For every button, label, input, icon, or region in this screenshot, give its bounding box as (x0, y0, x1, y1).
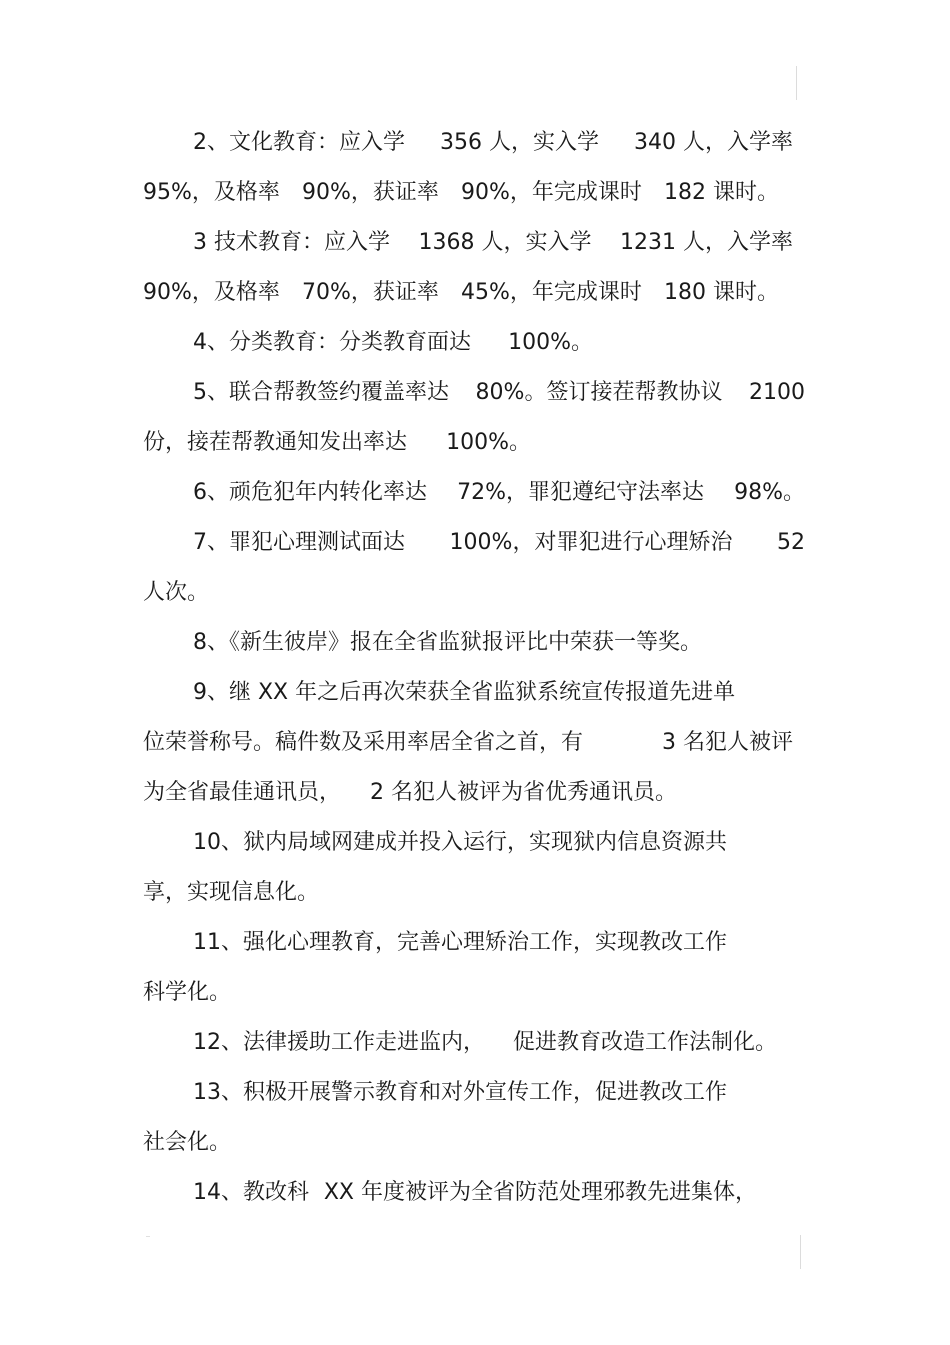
text-segment: 份，接茬帮教通知发出率达 (143, 430, 408, 455)
text-segment: 3 名犯人被评 (662, 730, 793, 755)
text-segment: 182 课时。 (664, 180, 779, 205)
text-segment: 72%，罪犯遵纪守法率达 (457, 480, 704, 505)
text-line (143, 518, 805, 568)
text-line (143, 368, 805, 418)
text-line (143, 668, 807, 718)
text-segment: 100%。 (508, 330, 593, 355)
paragraph-item-10 (143, 818, 807, 918)
text-line (143, 218, 793, 268)
page-edge-dot (146, 1236, 150, 1237)
text-segment: 4、分类教育：分类教育面达 (193, 330, 471, 355)
text-line (143, 818, 807, 868)
text-segment: 11、强化心理教育，完善心理矫治工作，实现教改工作 (193, 930, 727, 955)
text-segment: 52 (777, 530, 805, 555)
text-segment: 8、《新生彼岸》报在全省监狱报评比中荣获一等奖。 (193, 630, 702, 655)
text-line (143, 468, 805, 518)
text-segment: 7、罪犯心理测试面达 (193, 530, 405, 555)
text-line (143, 268, 779, 318)
text-line (143, 718, 793, 768)
text-segment: 社会化。 (143, 1130, 232, 1155)
text-segment: 100%。 (446, 430, 531, 455)
text-line (143, 118, 793, 168)
text-segment: 45%，年完成课时 (461, 280, 642, 305)
page-edge-mark-bottom (800, 1235, 801, 1269)
text-segment: 享，实现信息化。 (143, 880, 320, 905)
paragraph-item-13 (143, 1068, 807, 1168)
paragraph-item-14 (143, 1168, 807, 1218)
paragraph-item-7 (143, 518, 807, 618)
text-segment: 340 人，入学率 (634, 130, 793, 155)
text-line (143, 618, 807, 668)
text-line (143, 868, 807, 918)
text-segment: 14、教改科 (193, 1180, 309, 1205)
text-segment: XX 年度被评为全省防范处理邪教先进集体， (323, 1180, 757, 1205)
text-line (143, 1018, 777, 1068)
text-segment: 95%，及格率 (143, 180, 280, 205)
text-segment: 2 名犯人被评为省优秀通讯员。 (370, 780, 677, 805)
text-segment: 90%，获证率 (302, 180, 439, 205)
paragraph-item-8 (143, 618, 807, 668)
text-segment: 180 课时。 (664, 280, 779, 305)
text-segment: 70%，获证率 (302, 280, 439, 305)
text-segment: 6、顽危犯年内转化率达 (193, 480, 427, 505)
paragraph-item-11 (143, 918, 807, 1018)
text-segment: 2100 (749, 380, 805, 405)
document-body (143, 118, 807, 1218)
text-segment: 人次。 (143, 580, 210, 605)
text-segment: 1231 人，入学率 (620, 230, 793, 255)
text-line (143, 1068, 807, 1118)
text-segment: 10、狱内局域网建成并投入运行，实现狱内信息资源共 (193, 830, 727, 855)
text-segment: 13、积极开展警示教育和对外宣传工作，促进教改工作 (193, 1080, 727, 1105)
text-segment: 促进教育改造工作法制化。 (512, 1030, 777, 1055)
text-segment: 1368 人，实入学 (418, 230, 592, 255)
paragraph-item-9 (143, 668, 807, 818)
text-segment: 100%，对罪犯进行心理矫治 (449, 530, 733, 555)
paragraph-item-4 (143, 318, 807, 368)
text-segment: 科学化。 (143, 980, 232, 1005)
text-line (143, 318, 593, 368)
text-segment: 90%，年完成课时 (461, 180, 642, 205)
text-segment: 12、法律援助工作走进监内， (193, 1030, 485, 1055)
text-segment: 9、继 XX 年之后再次荣获全省监狱系统宣传报道先进单 (193, 680, 736, 705)
text-segment: 80%。签订接茬帮教协议 (475, 380, 723, 405)
text-line (143, 968, 807, 1018)
text-segment: 98%。 (734, 480, 805, 505)
text-line (143, 918, 807, 968)
text-segment: 位荣誉称号。稿件数及采用率居全省之首，有 (143, 730, 584, 755)
text-segment: 356 人，实入学 (440, 130, 599, 155)
text-line (143, 768, 677, 818)
paragraph-item-12 (143, 1018, 807, 1068)
text-segment: 3 技术教育：应入学 (193, 230, 390, 255)
page-edge-mark-top (796, 66, 797, 100)
paragraph-item-6 (143, 468, 807, 518)
paragraph-item-3 (143, 218, 807, 318)
paragraph-item-2 (143, 118, 807, 218)
text-line (143, 1168, 757, 1218)
text-segment: 5、联合帮教签约覆盖率达 (193, 380, 449, 405)
text-line (143, 568, 807, 618)
text-line (143, 1118, 807, 1168)
paragraph-item-5 (143, 368, 807, 468)
text-segment: 为全省最佳通讯员， (143, 780, 342, 805)
text-line (143, 168, 779, 218)
text-line (143, 418, 531, 468)
text-segment: 90%，及格率 (143, 280, 280, 305)
text-segment: 2、文化教育：应入学 (193, 130, 405, 155)
